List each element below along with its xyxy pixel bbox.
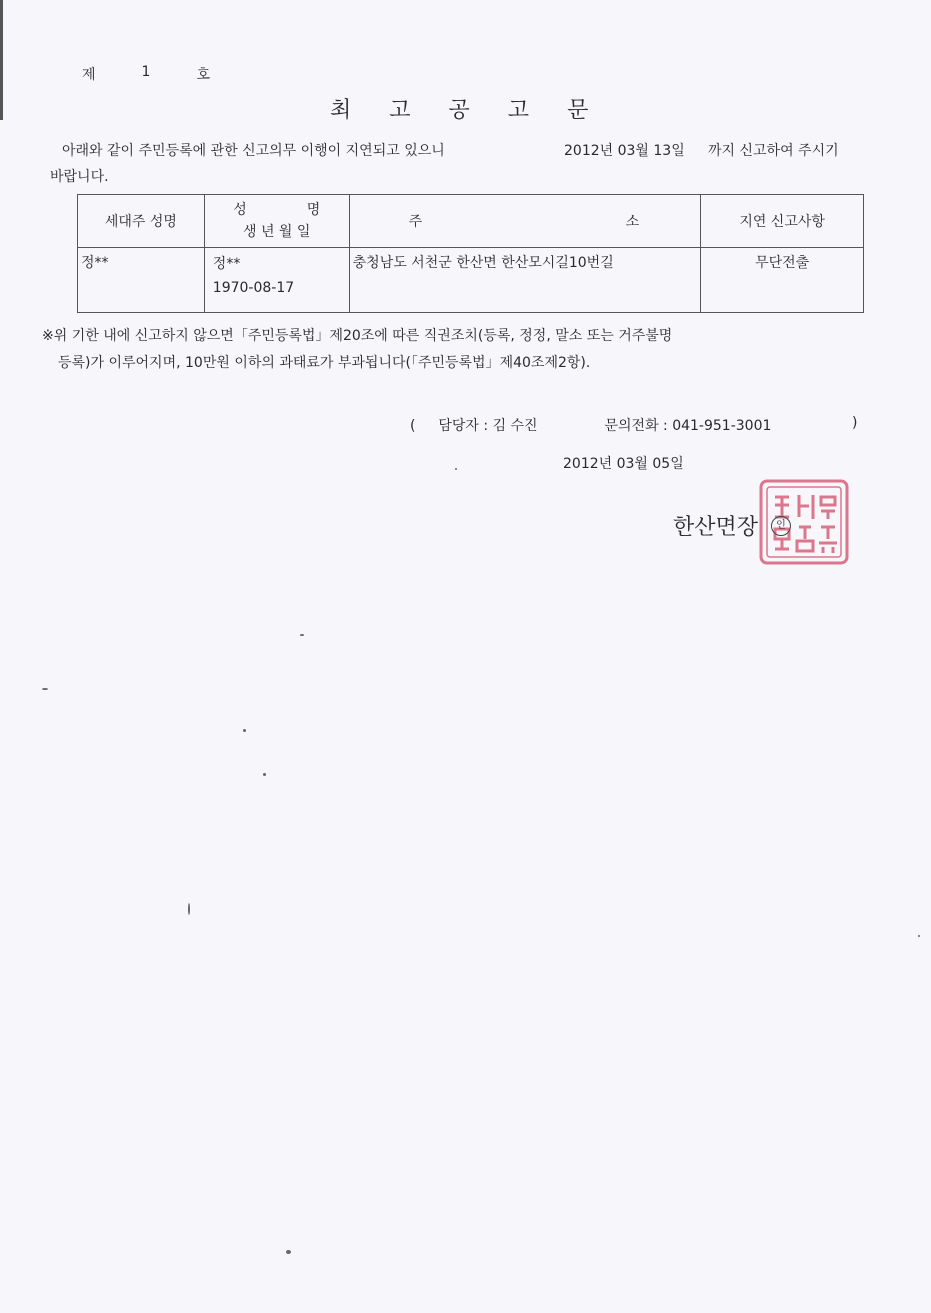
intro-text: 아래와 같이 주민등록에 관한 신고의무 이행이 지연되고 있으니: [62, 143, 445, 159]
contact-phone: 문의전화 : 041-951-3001: [604, 418, 772, 434]
number-prefix: 제: [82, 67, 96, 83]
header-name-birth: [204, 195, 349, 248]
header-reason: 지연 신고사항: [701, 195, 864, 248]
cell-address: 충청남도 서천군 한산면 한산모시길10번길: [349, 248, 701, 313]
number-value: 1: [141, 64, 151, 80]
cell-reason: 무단전출: [701, 248, 864, 313]
title-char: 최: [330, 98, 352, 123]
scan-speck: [188, 903, 190, 915]
issue-date: 2012년 03월 05일: [563, 456, 684, 472]
header-address-1: 주: [408, 214, 423, 230]
header-birth: 생 년 월 일: [242, 224, 311, 240]
header-address-2: 소: [625, 214, 640, 230]
header-householder: 세대주 성명: [78, 195, 205, 248]
title-char: 고: [389, 98, 411, 123]
scan-speck: [286, 1250, 291, 1254]
scan-edge: [0, 0, 3, 120]
notice-table: [77, 194, 864, 313]
deadline-date: 2012년 03월 13일: [564, 143, 685, 159]
intro-text-line2: 바랍니다.: [50, 169, 109, 185]
contact-open-paren: (: [410, 418, 416, 434]
scan-speck: [243, 729, 246, 732]
document-title: [330, 93, 588, 124]
table-row: [78, 248, 864, 313]
table-header-row: [78, 195, 864, 248]
scan-speck: [455, 468, 457, 470]
warning-text: ※위 기한 내에 신고하지 않으면「주민등록법」제20조에 따른 직권조치(등록, 정정, 말소 또는 거주불명: [42, 328, 673, 344]
document-number: [82, 64, 210, 84]
scan-speck: [300, 634, 304, 636]
issuer-title: 한산면장: [673, 515, 759, 540]
header-address: [349, 195, 701, 248]
seal-mark: 인: [771, 516, 791, 536]
intro-tail-text: 까지 신고하여 주시기: [708, 143, 839, 159]
scan-speck: [42, 688, 48, 690]
cell-name-birth: [204, 248, 349, 313]
number-suffix: 호: [196, 67, 210, 83]
contact-close-paren: ): [852, 415, 858, 431]
contact-officer: 담당자 : 김 수진: [438, 418, 538, 434]
warning-text-line2: 등록)가 이루어지며, 10만원 이하의 과태료가 부과됩니다(「주민등록법」제40조제2항).: [58, 355, 591, 371]
title-char: 문: [567, 98, 589, 123]
scan-speck: [918, 935, 920, 937]
cell-birth: 1970-08-17: [212, 280, 295, 296]
scan-speck: [263, 773, 266, 776]
title-char: 고: [507, 98, 530, 123]
header-name-1: 성: [233, 202, 247, 218]
title-char: 공: [448, 98, 470, 123]
contact-info: [410, 415, 858, 435]
cell-name: 정**: [212, 256, 241, 272]
header-name-2: 명: [306, 202, 321, 218]
cell-householder: 정**: [78, 248, 205, 313]
